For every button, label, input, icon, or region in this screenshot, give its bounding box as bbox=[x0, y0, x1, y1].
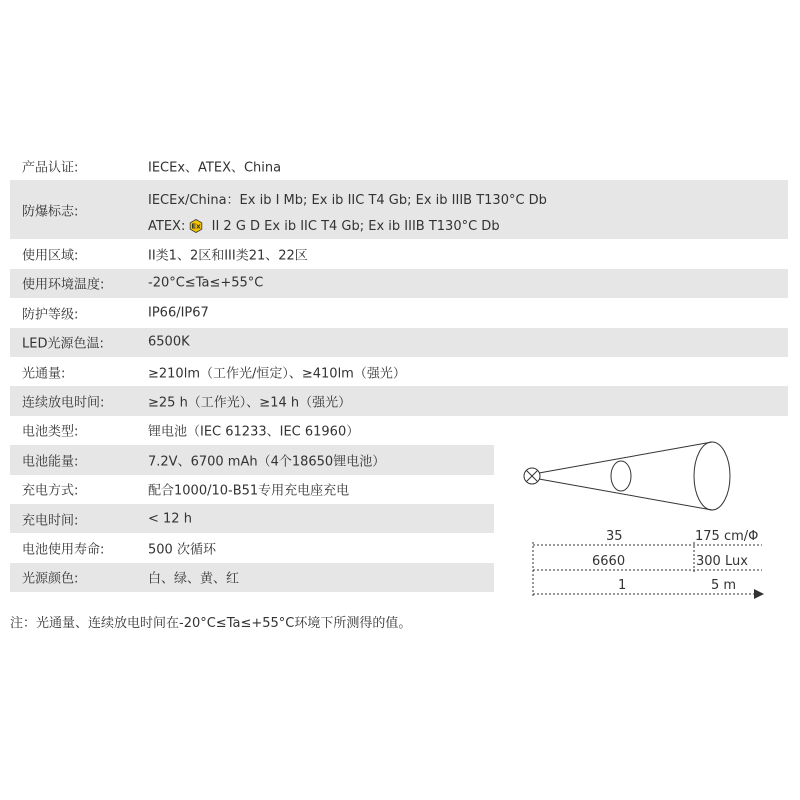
spec-label: 电池类型: bbox=[22, 424, 79, 440]
spec-value: 锂电池（IEC 61233、IEC 61960） bbox=[148, 424, 360, 440]
spec-label: 使用区域: bbox=[22, 248, 79, 264]
spec-value: IECEx、ATEX、China bbox=[148, 160, 282, 176]
spec-value: II类1、2区和III类21、22区 bbox=[148, 248, 308, 264]
spec-value: 500 次循环 bbox=[148, 542, 216, 558]
spec-row-color-temp bbox=[10, 328, 788, 357]
spec-label: 防护等级: bbox=[22, 307, 79, 323]
diameter-near: 35 bbox=[606, 529, 623, 544]
spec-value bbox=[148, 188, 547, 240]
spec-label: 电池使用寿命: bbox=[22, 542, 105, 558]
ex-marking-line-1: IECEx/China：Ex ib I Mb; Ex ib IIC T4 Gb; Ex ib IIIB T130°C Db bbox=[148, 193, 547, 209]
beam-upper-edge bbox=[539, 442, 712, 473]
ex-marking-line-2 bbox=[148, 214, 547, 240]
spec-row-ex-marking bbox=[10, 180, 788, 239]
spec-row-temperature bbox=[10, 269, 788, 298]
atex-prefix: ATEX: bbox=[148, 219, 186, 235]
footnote: 注：光通量、连续放电时间在-20°C≤Ta≤+55°C环境下所测得的值。 bbox=[10, 616, 412, 631]
spec-row-battery-energy bbox=[10, 445, 494, 474]
beam-section-near bbox=[611, 461, 631, 491]
lux-far: 300 Lux bbox=[696, 554, 748, 569]
spec-value: IP66/IP67 bbox=[148, 305, 209, 321]
spec-row-charging-time bbox=[10, 504, 494, 533]
spec-label: 电池能量: bbox=[22, 454, 79, 470]
spec-value: 配合1000/10-B51专用充电座充电 bbox=[148, 483, 350, 499]
lux-near: 6660 bbox=[592, 554, 626, 569]
spec-label: 光源颜色: bbox=[22, 571, 79, 587]
axis-arrow-icon bbox=[754, 589, 764, 599]
spec-row-certification bbox=[10, 151, 788, 180]
atex-marking: II 2 G D Ex ib IIC T4 Gb; Ex ib IIIB T130°C Db bbox=[211, 219, 500, 235]
spec-value: 6500K bbox=[148, 334, 190, 350]
spec-value: 白、绿、黄、红 bbox=[148, 571, 240, 587]
spec-label: LED光源色温: bbox=[22, 336, 104, 352]
spec-row-light-colors bbox=[10, 563, 494, 592]
spec-row-battery-life bbox=[10, 533, 494, 562]
spec-value: 7.2V、6700 mAh（4个18650锂电池） bbox=[148, 454, 386, 470]
beam-section-far bbox=[694, 442, 730, 510]
spec-label: 连续放电时间: bbox=[22, 395, 105, 411]
spec-row-protection bbox=[10, 298, 788, 327]
spec-value: ≥25 h（工作光）、≥14 h（强光） bbox=[148, 395, 352, 411]
spec-value: ≥210lm（工作光/恒定）、≥410lm（强光） bbox=[148, 366, 406, 382]
ex-symbol-text: Ex bbox=[191, 222, 202, 231]
spec-row-charging-method bbox=[10, 475, 494, 504]
spec-label: 充电方式: bbox=[22, 483, 79, 499]
spec-value: -20°C≤Ta≤+55°C bbox=[148, 275, 264, 291]
diameter-far: 175 cm/Φ bbox=[695, 529, 759, 544]
spec-row-discharge-time bbox=[10, 386, 788, 415]
spec-label: 充电时间: bbox=[22, 513, 79, 529]
ex-hexagon-icon bbox=[189, 219, 203, 233]
distance-far: 5 m bbox=[711, 578, 737, 593]
spec-label: 防爆标志: bbox=[22, 204, 79, 220]
beam-lower-edge bbox=[539, 479, 712, 510]
spec-label: 光通量: bbox=[22, 366, 66, 382]
spec-value: < 12 h bbox=[148, 511, 192, 527]
distance-near: 1 bbox=[618, 578, 627, 593]
spec-label: 使用环境温度: bbox=[22, 277, 105, 293]
spec-row-zones bbox=[10, 239, 788, 268]
beam-diagram bbox=[518, 432, 770, 606]
spec-row-luminous-flux bbox=[10, 357, 788, 386]
spec-label: 产品认证: bbox=[22, 160, 79, 176]
